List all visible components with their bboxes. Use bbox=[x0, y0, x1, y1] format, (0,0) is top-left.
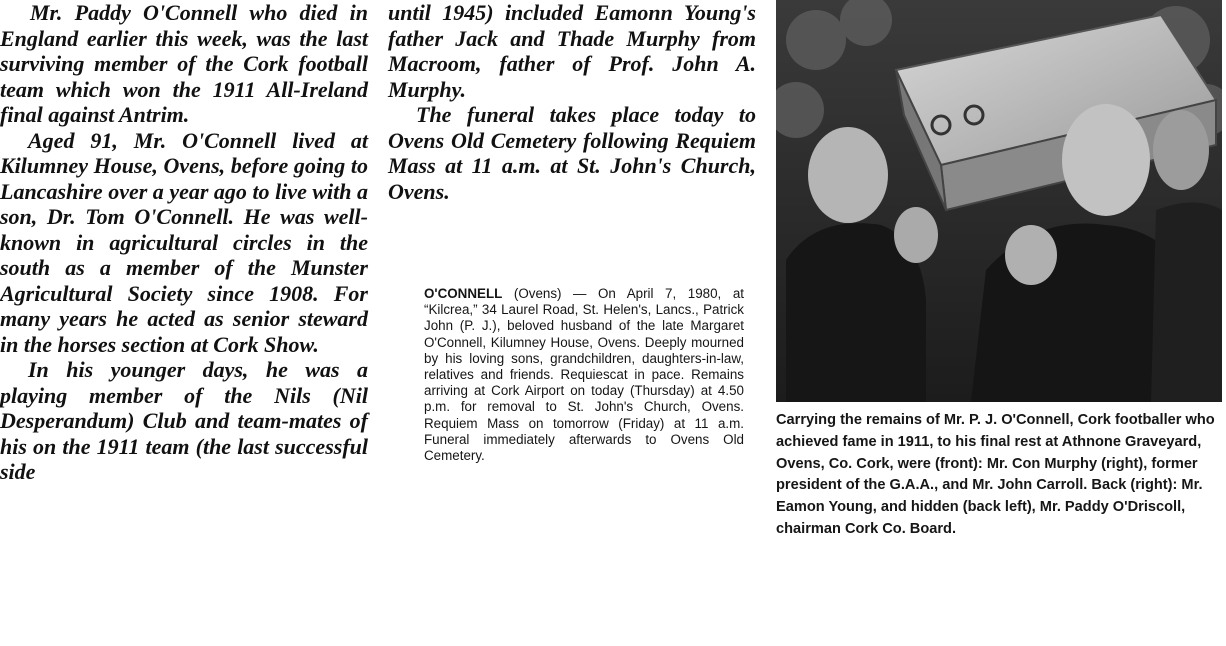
photo-caption: Carrying the remains of Mr. P. J. O'Connell, Cork footballer who achieved fame in 1911, to his final rest at Athnone Graveyard, Ovens, Co. Cork, were (front): Mr. Con Murphy (right), former president of the G.A.A., and Mr. John Carroll. Back (right): Mr. Eamon Young, and hidden (back left), Mr. Paddy O'Driscoll, chairman Cork Co. Board. bbox=[776, 412, 1215, 537]
article-paragraph: The funeral takes place today to Ovens Old Cemetery following Requiem Mass at 11 a.m. at St. John's Church, Ovens. bbox=[388, 102, 756, 204]
article-paragraph: In his younger days, he was a playing member of the Nils (Nil Desperandum) Club and team-mates of his on the 1911 team (the last successful side bbox=[0, 357, 368, 484]
funeral-photo bbox=[776, 0, 1222, 402]
article-column-middle bbox=[388, 0, 756, 464]
death-notice bbox=[424, 286, 744, 464]
article-paragraph: Mr. Paddy O'Connell who died in England earlier this week, was the last surviving member of the Cork football team which won the 1911 All-Ireland final against Antrim. bbox=[0, 0, 368, 127]
article-paragraph: Aged 91, Mr. O'Connell lived at Kilumney House, Ovens, before going to Lancashire over a year ago to live with a son, Dr. Tom O'Connell. He was well-known in agricultural circles in the south as a member of the Munster Agricultural Society since 1908. For many years he acted as senior steward in the horses section at Cork Show. bbox=[0, 127, 368, 357]
death-notice-surname: O'CONNELL bbox=[424, 286, 503, 301]
death-notice-text: (Ovens) — On April 7, 1980, at “Kilcrea,” 34 Laurel Road, St. Helen's, Lancs., Patrick John (P. J.), beloved husband of the late Margaret O'Connell, Kilumney House, Ovens. Deeply mourned by his loving sons, grandchildren, daughters-in-law, relatives and friends. Requiescat in pace. Remains arriving at Cork Airport on today (Thursday) at 4.50 p.m. for removal to St. John's Church, Ovens. Requiem Mass on tomorrow (Friday) at 11 a.m. Funeral immediately afterwards to Ovens Old Cemetery. bbox=[424, 286, 744, 464]
funeral-photo-image bbox=[776, 0, 1222, 402]
article-body-continued bbox=[388, 0, 756, 204]
article-column-left bbox=[0, 0, 368, 485]
article-body bbox=[0, 0, 368, 485]
article-paragraph: until 1945) included Eamonn Young's father Jack and Thade Murphy from Macroom, father of Prof. John A. Murphy. bbox=[388, 0, 756, 102]
